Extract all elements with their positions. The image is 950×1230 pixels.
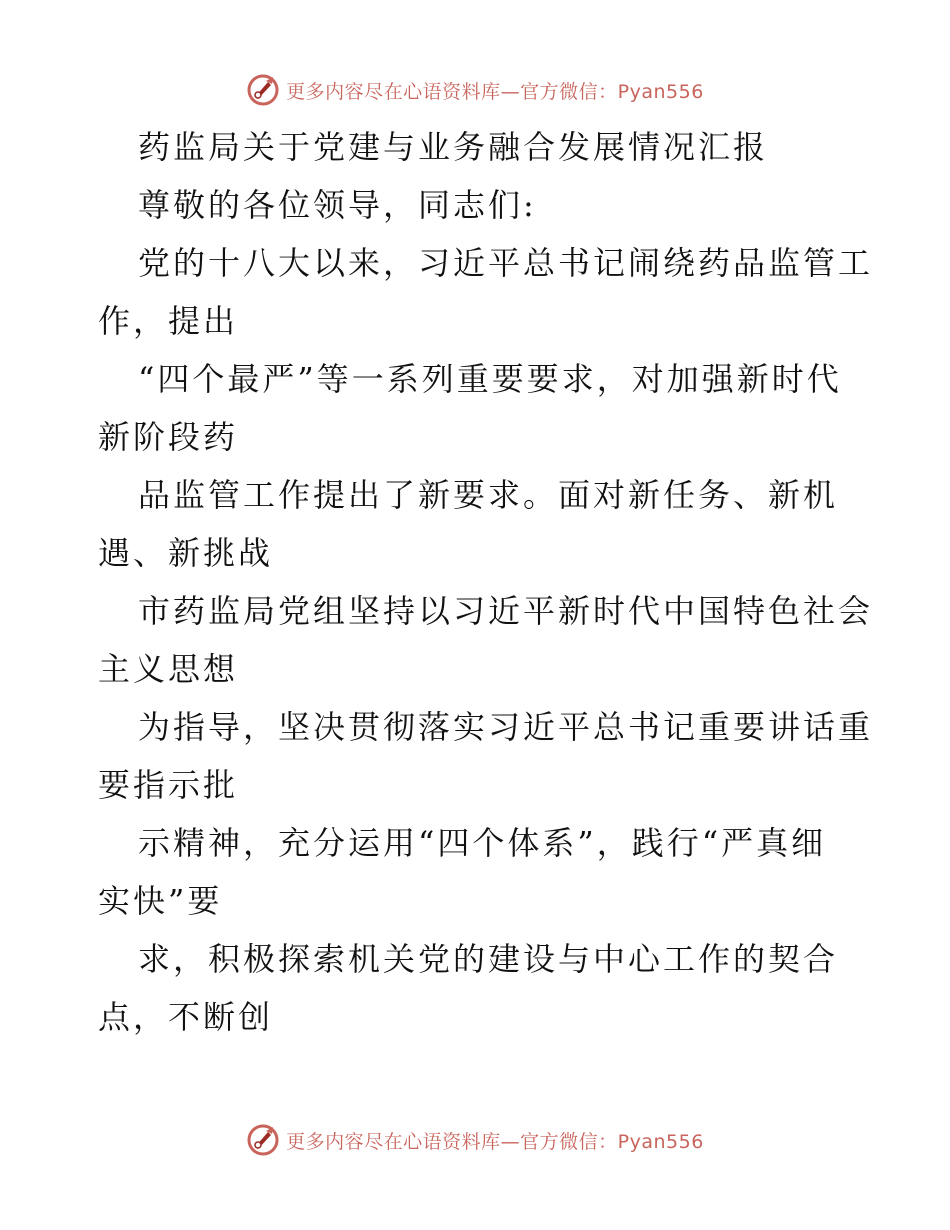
paragraph-line: 市药监局党组坚持以习近平新时代中国特色社会 [138,592,874,630]
header-watermark-banner [0,70,950,110]
paragraph-line: 遇、新挑战 [98,534,274,572]
document-body [98,118,874,1046]
paragraph-line: 作，提出 [98,302,239,340]
seal-logo-icon [246,1123,280,1157]
paragraph-line: 为指导，坚决贯彻落实习近平总书记重要讲话重 [138,708,874,746]
paragraph-line: “四个最严”等一系列重要要求，对加强新时代 [138,360,842,398]
paragraph-line: 党的十八大以来，习近平总书记闹绕药品监管工 [138,244,874,282]
seal-logo-icon [246,73,280,107]
header-banner-text: 更多内容尽在心语资料库—官方微信：Pyan556 [286,80,704,103]
paragraph-line: 主义思想 [98,650,239,688]
paragraph-line: 点，不断创 [98,998,274,1036]
document-title: 药监局关于党建与业务融合发展情况汇报 [138,128,769,166]
footer-banner-text: 更多内容尽在心语资料库—官方微信：Pyan556 [286,1130,704,1153]
paragraph-line: 品监管工作提出了新要求。面对新任务、新机 [138,476,839,514]
paragraph-line: 求，积极探索机关党的建设与中心工作的契合 [138,940,839,978]
paragraph-line: 实快”要 [98,882,223,920]
footer-watermark-banner [0,1120,950,1160]
paragraph-line: 示精神，充分运用“四个体系”，践行“严真细 [138,824,827,862]
salutation: 尊敬的各位领导，同志们: [138,186,537,224]
paragraph-line: 要指示批 [98,766,239,804]
paragraph-line: 新阶段药 [98,418,239,456]
